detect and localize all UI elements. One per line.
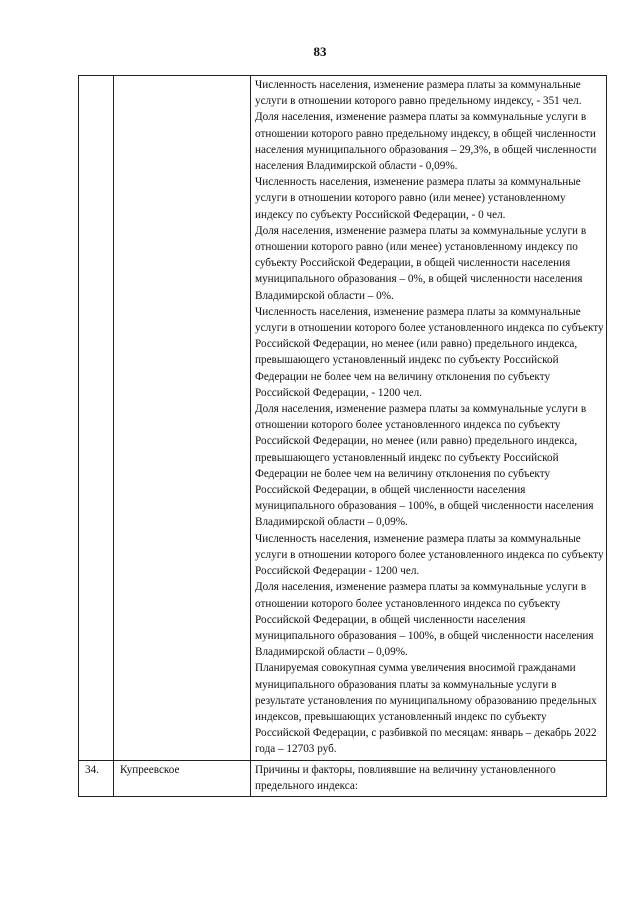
- paragraph-population-equal-limit: Численность населения, изменение размера платы за коммунальные услуги в отношении которого равно предельному индексу, - 351 чел.: [255, 79, 582, 108]
- municipality-name-cell: [114, 76, 251, 761]
- municipality-name-cell: Купреевское: [114, 760, 251, 796]
- paragraph-population-above-regional: Численность населения, изменение размера платы за коммунальные услуги в отношении которого более установленного индекса по субъекту Российской Федерации - 1200 чел.: [255, 532, 604, 578]
- table-row-continuation: [79, 76, 607, 761]
- paragraph-population-above-regional-within-deviation: Численность населения, изменение размера платы за коммунальные услуги в отношении которого более установленного индекса по субъекту Российской Федерации, но менее (или равно) предельного индекса, превышающего установленный индекс по субъекту Российской Федерации не более чем на величину отклонения по субъекту Российской Федерации, - 1200 чел.: [255, 305, 604, 399]
- paragraph-planned-total-increase: Планируемая совокупная сумма увеличения вносимой гражданами муниципального образования платы за коммунальные услуги в результате установления по муниципальному образованию предельных индексов, превышающих установленный индекс по субъекту Российской Федерации, с разбивкой по месяцам: январь – декабрь 2022 года – 12703 руб.: [255, 662, 597, 756]
- paragraph-share-above-regional-within-deviation: Доля населения, изменение размера платы за коммунальные услуги в отношении которого более установленного индекса по субъекту Российской Федерации, но менее (или равно) предельного индекса, превышающего установленный индекс по субъекту Российской Федерации не более чем на величину отклонения по субъекту Российской Федерации, в общей численности населения муниципального образования – 100%, в общей численности населения Владимирской области – 0,09%.: [255, 403, 594, 529]
- row-number-cell: 34.: [79, 760, 114, 796]
- description-cell: Причины и факторы, повлиявшие на величину установленного предельного индекса:: [251, 760, 607, 796]
- page-number: 83: [313, 44, 327, 59]
- row-number-cell: [79, 76, 114, 761]
- paragraph-share-equal-limit: Доля населения, изменение размера платы за коммунальные услуги в отношении которого равно предельному индексу, в общей численности населения муниципального образования – 29,3%, в общей численности населения Владимирской области - 0,09%.: [255, 111, 597, 173]
- municipal-index-table: [78, 75, 607, 797]
- paragraph-share-equal-regional: Доля населения, изменение размера платы за коммунальные услуги в отношении которого равно (или менее) установленному индексу по субъекту Российской Федерации, в общей численности населения муниципального образования – 0%, в общей численности населения Владимирской области – 0%.: [255, 224, 587, 302]
- description-cell: [251, 76, 607, 761]
- table-row-34: [79, 760, 607, 796]
- paragraph-share-above-regional: Доля населения, изменение размера платы за коммунальные услуги в отношении которого более установленного индекса по субъекту Российской Федерации, в общей численности населения муниципального образования – 100%, в общей численности населения Владимирской области – 0,09%.: [255, 581, 594, 659]
- paragraph-population-equal-regional: Численность населения, изменение размера платы за коммунальные услуги в отношении которого равно (или менее) установленному индексу по субъекту Российской Федерации, - 0 чел.: [255, 176, 581, 221]
